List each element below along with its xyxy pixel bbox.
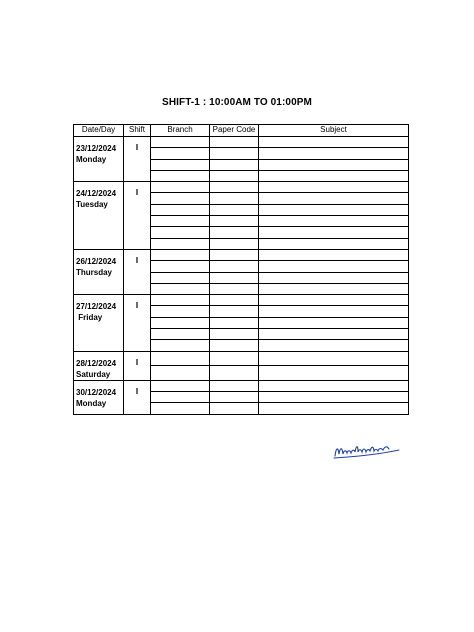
date-day-cell <box>74 351 124 380</box>
subject-cell <box>259 159 409 170</box>
paper-code-cell <box>210 216 259 227</box>
subject-cell <box>259 182 409 193</box>
branch-cell <box>151 238 210 249</box>
branch-cell <box>151 193 210 204</box>
paper-code-cell <box>210 403 259 414</box>
branch-cell <box>151 340 210 351</box>
subject-cell <box>259 261 409 272</box>
paper-code-cell <box>210 261 259 272</box>
paper-code-cell <box>210 306 259 317</box>
shift-value: I <box>135 386 139 396</box>
paper-code-cell <box>210 227 259 238</box>
branch-cell <box>151 227 210 238</box>
branch-cell <box>151 159 210 170</box>
shift-cell <box>124 137 151 182</box>
shift-cell <box>124 182 151 250</box>
branch-cell <box>151 351 210 366</box>
subject-cell <box>259 249 409 260</box>
exam-day: Tuesday <box>76 200 108 210</box>
paper-code-cell <box>210 329 259 340</box>
subject-cell <box>259 148 409 159</box>
paper-code-cell <box>210 351 259 366</box>
branch-cell <box>151 249 210 260</box>
branch-cell <box>151 366 210 381</box>
table-row <box>74 182 409 193</box>
branch-cell <box>151 306 210 317</box>
exam-date: 28/12/2024 <box>76 358 117 368</box>
branch-cell <box>151 272 210 283</box>
branch-cell <box>151 148 210 159</box>
subject-cell <box>259 227 409 238</box>
date-day-cell <box>74 380 124 414</box>
paper-code-cell <box>210 295 259 306</box>
paper-code-cell <box>210 182 259 193</box>
paper-code-cell <box>210 238 259 249</box>
subject-cell <box>259 329 409 340</box>
paper-code-cell <box>210 249 259 260</box>
table-row <box>74 249 409 260</box>
shift-value: I <box>135 188 139 198</box>
shift-cell <box>124 351 151 380</box>
branch-cell <box>151 182 210 193</box>
header-date-day: Date/Day <box>74 125 124 137</box>
shift-cell <box>124 295 151 351</box>
shift-value: I <box>135 357 139 367</box>
shift-cell <box>124 380 151 414</box>
table-body <box>74 137 409 415</box>
subject-cell <box>259 193 409 204</box>
subject-cell <box>259 340 409 351</box>
exam-date: 27/12/2024 <box>76 302 117 312</box>
exam-day: Monday <box>76 398 107 408</box>
table-row <box>74 351 409 366</box>
exam-date: 23/12/2024 <box>76 144 117 153</box>
paper-code-cell <box>210 204 259 215</box>
paper-code-cell <box>210 170 259 181</box>
branch-cell <box>151 170 210 181</box>
paper-code-cell <box>210 137 259 148</box>
subject-cell <box>259 137 409 148</box>
date-day-cell <box>74 137 124 182</box>
shift-value: I <box>135 143 139 152</box>
exam-day: Thursday <box>76 267 113 277</box>
shift-value: I <box>135 301 139 311</box>
header-paper-code: Paper Code <box>210 125 259 137</box>
header-shift: Shift <box>124 125 151 137</box>
branch-cell <box>151 317 210 328</box>
branch-cell <box>151 216 210 227</box>
exam-schedule-table <box>73 124 409 415</box>
paper-code-cell <box>210 148 259 159</box>
branch-cell <box>151 295 210 306</box>
branch-cell <box>151 261 210 272</box>
exam-day: Friday <box>76 313 103 323</box>
branch-cell <box>151 204 210 215</box>
exam-date: 26/12/2024 <box>76 256 117 266</box>
exam-day: Monday <box>76 155 107 164</box>
subject-cell <box>259 272 409 283</box>
subject-cell <box>259 295 409 306</box>
exam-date: 24/12/2024 <box>76 189 117 199</box>
subject-cell <box>259 403 409 414</box>
branch-cell <box>151 391 210 402</box>
branch-cell <box>151 137 210 148</box>
date-day-cell <box>74 182 124 250</box>
header-subject: Subject <box>259 125 409 137</box>
subject-cell <box>259 283 409 294</box>
table-row <box>74 380 409 391</box>
paper-code-cell <box>210 340 259 351</box>
table-header-row <box>74 125 409 137</box>
subject-cell <box>259 317 409 328</box>
paper-code-cell <box>210 272 259 283</box>
exam-date: 30/12/2024 <box>76 387 117 397</box>
branch-cell <box>151 403 210 414</box>
paper-code-cell <box>210 317 259 328</box>
branch-cell <box>151 329 210 340</box>
subject-cell <box>259 366 409 381</box>
paper-code-cell <box>210 283 259 294</box>
subject-cell <box>259 204 409 215</box>
subject-cell <box>259 216 409 227</box>
paper-code-cell <box>210 159 259 170</box>
subject-cell <box>259 380 409 391</box>
date-day-cell <box>74 295 124 351</box>
subject-cell <box>259 391 409 402</box>
paper-code-cell <box>210 366 259 381</box>
table-row <box>74 137 409 148</box>
subject-cell <box>259 170 409 181</box>
table-row <box>74 295 409 306</box>
subject-cell <box>259 351 409 366</box>
branch-cell <box>151 283 210 294</box>
paper-code-cell <box>210 380 259 391</box>
subject-cell <box>259 238 409 249</box>
page-title: SHIFT-1 : 10:00AM TO 01:00PM <box>162 97 312 108</box>
paper-code-cell <box>210 391 259 402</box>
header-branch: Branch <box>151 125 210 137</box>
branch-cell <box>151 380 210 391</box>
paper-code-cell <box>210 193 259 204</box>
subject-cell <box>259 306 409 317</box>
signature <box>331 438 403 462</box>
shift-value: I <box>135 255 139 265</box>
date-day-cell <box>74 249 124 294</box>
shift-cell <box>124 249 151 294</box>
exam-day: Saturday <box>76 369 111 379</box>
